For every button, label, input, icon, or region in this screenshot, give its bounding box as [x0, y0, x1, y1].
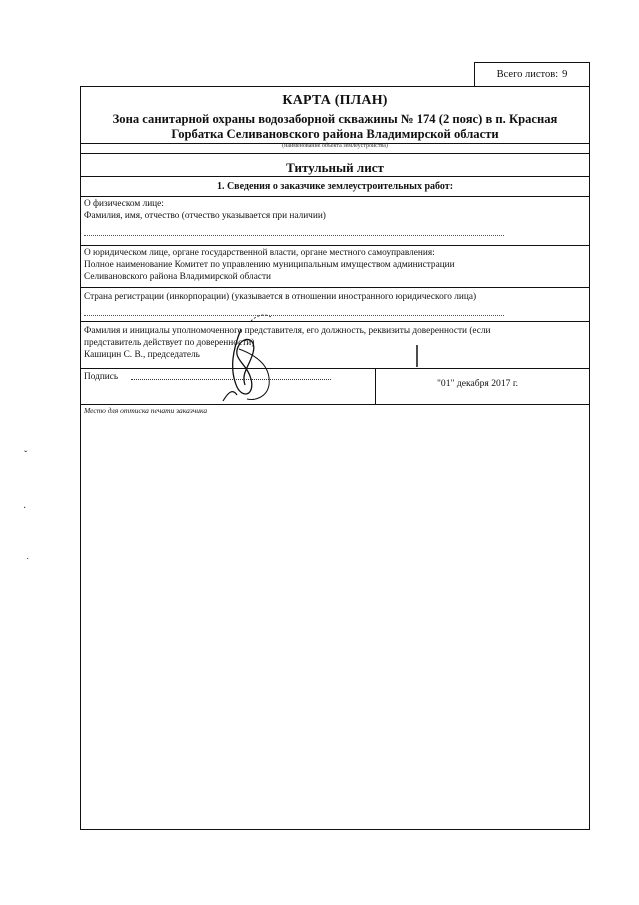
sheet-title: Титульный лист: [286, 160, 384, 175]
fio-fill-line: [84, 235, 504, 236]
divider: [81, 176, 589, 177]
divider: [81, 321, 589, 322]
individual-fio-label: Фамилия, имя, отчество (отчество указывается при наличии): [84, 211, 326, 221]
sheets-count-value: 9: [562, 69, 568, 80]
stamp-place-note: Место для оттиска печати заказчика: [84, 406, 208, 415]
divider: [81, 368, 589, 369]
individual-header: О физическом лице:: [84, 199, 164, 209]
divider: [81, 287, 589, 288]
scan-mark: ·: [23, 503, 27, 514]
scan-mark: ˙: [26, 557, 30, 568]
representative-label-line-2: представитель действует по доверенности): [84, 338, 255, 348]
object-name: [85, 112, 585, 142]
handwritten-signature: [211, 309, 301, 409]
document-frame: [80, 86, 590, 830]
representative-value: Кашицин С. В., председатель: [84, 350, 200, 360]
document-title: КАРТА (ПЛАН): [282, 93, 388, 108]
divider: [81, 196, 589, 197]
divider: [81, 245, 589, 246]
signature-date-divider: [375, 368, 376, 404]
legal-full-name-line-1: Полное наименование Комитет по управлению муниципальным имуществом администрации: [84, 260, 455, 270]
legal-header: О юридическом лице, органе государственной власти, органе местного самоуправления:: [84, 248, 435, 258]
registration-country-label: Страна регистрации (инкорпорации) (указывается в отношении иностранного юридического лица): [84, 292, 477, 302]
sheets-count-box: [474, 62, 590, 86]
legal-full-name-line-2: Селивановского района Владимирской области: [84, 272, 271, 282]
signature-label: Подпись: [84, 372, 119, 382]
representative-label-line-1: Фамилия и инициалы уполномоченного представителя, его должность, реквизиты доверенности (если: [84, 326, 491, 336]
section-title: 1. Сведения о заказчике землеустроительных работ:: [216, 181, 454, 192]
divider: [81, 404, 589, 405]
object-name-line-2: Горбатка Селивановского района Владимирской области: [171, 127, 499, 141]
signature-date: "01" декабря 2017 г.: [437, 378, 519, 389]
sheets-count-label: Всего листов:: [496, 69, 559, 80]
object-name-line-1: Зона санитарной охраны водозаборной скважины № 174 (2 пояс) в п. Красная: [112, 112, 558, 126]
object-caption: (наименование объекта землеустройства): [282, 143, 388, 149]
pen-mark: [415, 345, 419, 367]
scan-mark: ˇ: [24, 450, 28, 461]
divider: [81, 153, 589, 154]
